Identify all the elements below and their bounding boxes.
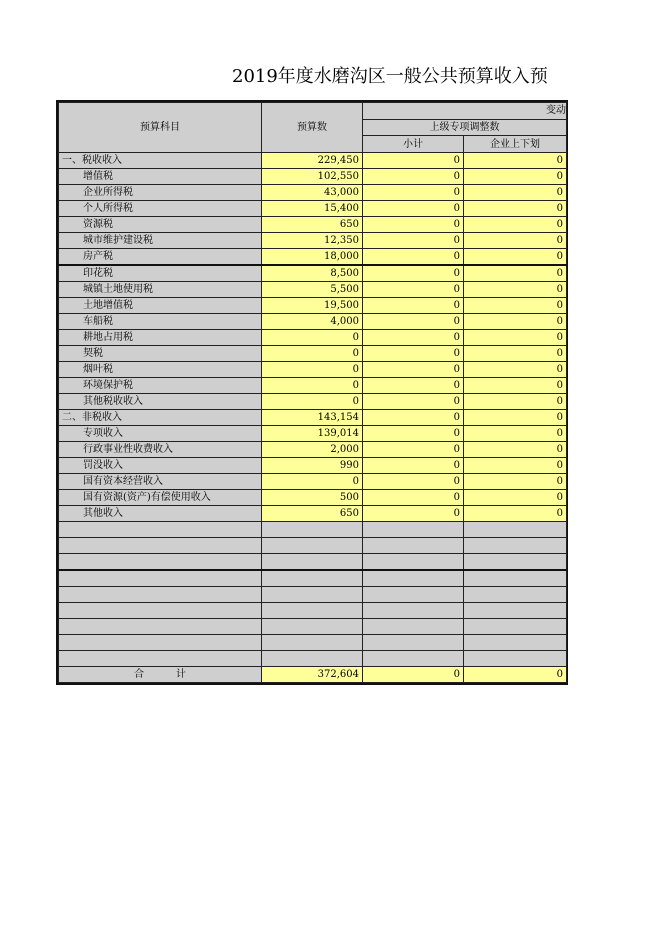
row-label: 一、税收收入 bbox=[59, 153, 262, 169]
blank-row bbox=[59, 554, 567, 571]
row-subtotal: 0 bbox=[363, 442, 464, 458]
table-row bbox=[59, 314, 567, 330]
table-row bbox=[59, 298, 567, 314]
row-budget: 19,500 bbox=[262, 298, 363, 314]
row-budget: 139,014 bbox=[262, 426, 363, 442]
blank-cell bbox=[262, 651, 363, 667]
row-budget: 650 bbox=[262, 217, 363, 233]
row-enterprise: 0 bbox=[464, 282, 567, 298]
row-enterprise: 0 bbox=[464, 474, 567, 490]
blank-row bbox=[59, 587, 567, 603]
row-subtotal: 0 bbox=[363, 233, 464, 249]
table-row bbox=[59, 169, 567, 185]
row-label: 房产税 bbox=[59, 249, 262, 266]
table-row bbox=[59, 282, 567, 298]
row-label: 烟叶税 bbox=[59, 362, 262, 378]
row-enterprise: 0 bbox=[464, 426, 567, 442]
row-enterprise: 0 bbox=[464, 185, 567, 201]
row-budget: 8,500 bbox=[262, 265, 363, 282]
row-label: 国有资本经营收入 bbox=[59, 474, 262, 490]
row-budget: 650 bbox=[262, 506, 363, 522]
row-subtotal: 0 bbox=[363, 458, 464, 474]
table-row bbox=[59, 506, 567, 522]
table-row bbox=[59, 346, 567, 362]
header-budget: 预算数 bbox=[262, 103, 363, 153]
blank-cell bbox=[363, 554, 464, 571]
row-label: 二、非税收入 bbox=[59, 410, 262, 426]
row-enterprise: 0 bbox=[464, 410, 567, 426]
blank-cell bbox=[464, 554, 567, 571]
row-budget: 15,400 bbox=[262, 201, 363, 217]
blank-cell bbox=[363, 570, 464, 587]
row-label: 土地增值税 bbox=[59, 298, 262, 314]
row-subtotal: 0 bbox=[363, 282, 464, 298]
table-row bbox=[59, 185, 567, 201]
row-enterprise: 0 bbox=[464, 346, 567, 362]
table-row bbox=[59, 153, 567, 169]
blank-row bbox=[59, 538, 567, 554]
row-subtotal: 0 bbox=[363, 474, 464, 490]
table-row bbox=[59, 378, 567, 394]
blank-cell bbox=[59, 587, 262, 603]
row-label: 契税 bbox=[59, 346, 262, 362]
row-label: 罚没收入 bbox=[59, 458, 262, 474]
blank-cell bbox=[464, 522, 567, 538]
budget-table bbox=[56, 100, 568, 685]
row-subtotal: 0 bbox=[363, 490, 464, 506]
blank-row bbox=[59, 619, 567, 635]
header-change: 变动 bbox=[363, 103, 567, 120]
row-label: 增值税 bbox=[59, 169, 262, 185]
table-row bbox=[59, 217, 567, 233]
row-budget: 0 bbox=[262, 394, 363, 410]
blank-cell bbox=[464, 538, 567, 554]
blank-cell bbox=[464, 603, 567, 619]
row-subtotal: 0 bbox=[363, 249, 464, 266]
table-row bbox=[59, 201, 567, 217]
blank-cell bbox=[464, 651, 567, 667]
row-subtotal: 0 bbox=[363, 330, 464, 346]
row-subtotal: 0 bbox=[363, 426, 464, 442]
table-row bbox=[59, 362, 567, 378]
row-enterprise: 0 bbox=[464, 298, 567, 314]
blank-row bbox=[59, 603, 567, 619]
row-subtotal: 0 bbox=[363, 378, 464, 394]
total-enterprise: 0 bbox=[464, 667, 567, 683]
row-enterprise: 0 bbox=[464, 153, 567, 169]
blank-cell bbox=[363, 587, 464, 603]
table-row bbox=[59, 330, 567, 346]
row-budget: 102,550 bbox=[262, 169, 363, 185]
row-label: 环境保护税 bbox=[59, 378, 262, 394]
table-row bbox=[59, 442, 567, 458]
row-label: 资源税 bbox=[59, 217, 262, 233]
blank-row bbox=[59, 522, 567, 538]
row-subtotal: 0 bbox=[363, 394, 464, 410]
row-subtotal: 0 bbox=[363, 153, 464, 169]
blank-cell bbox=[59, 603, 262, 619]
blank-cell bbox=[464, 587, 567, 603]
row-budget: 18,000 bbox=[262, 249, 363, 266]
blank-cell bbox=[363, 619, 464, 635]
row-subtotal: 0 bbox=[363, 506, 464, 522]
row-enterprise: 0 bbox=[464, 378, 567, 394]
total-budget: 372,604 bbox=[262, 667, 363, 683]
header-upper: 上级专项调整数 bbox=[363, 119, 567, 136]
blank-cell bbox=[59, 635, 262, 651]
row-enterprise: 0 bbox=[464, 362, 567, 378]
row-budget: 500 bbox=[262, 490, 363, 506]
table-body bbox=[59, 153, 567, 683]
blank-cell bbox=[262, 522, 363, 538]
blank-cell bbox=[262, 538, 363, 554]
row-budget: 229,450 bbox=[262, 153, 363, 169]
row-label: 其他税收收入 bbox=[59, 394, 262, 410]
blank-cell bbox=[59, 538, 262, 554]
row-budget: 0 bbox=[262, 346, 363, 362]
row-enterprise: 0 bbox=[464, 458, 567, 474]
row-subtotal: 0 bbox=[363, 217, 464, 233]
row-budget: 143,154 bbox=[262, 410, 363, 426]
table-row bbox=[59, 426, 567, 442]
row-label: 行政事业性收费收入 bbox=[59, 442, 262, 458]
blank-cell bbox=[59, 570, 262, 587]
row-label: 印花税 bbox=[59, 265, 262, 282]
row-budget: 0 bbox=[262, 378, 363, 394]
blank-cell bbox=[464, 635, 567, 651]
row-budget: 2,000 bbox=[262, 442, 363, 458]
blank-row bbox=[59, 570, 567, 587]
table-row bbox=[59, 265, 567, 282]
row-enterprise: 0 bbox=[464, 506, 567, 522]
blank-cell bbox=[59, 554, 262, 571]
row-budget: 0 bbox=[262, 362, 363, 378]
row-enterprise: 0 bbox=[464, 442, 567, 458]
row-budget: 4,000 bbox=[262, 314, 363, 330]
row-enterprise: 0 bbox=[464, 201, 567, 217]
blank-cell bbox=[464, 619, 567, 635]
blank-cell bbox=[59, 651, 262, 667]
header-subject: 预算科目 bbox=[59, 103, 262, 153]
blank-cell bbox=[262, 554, 363, 571]
table-row bbox=[59, 410, 567, 426]
row-label: 耕地占用税 bbox=[59, 330, 262, 346]
blank-cell bbox=[262, 570, 363, 587]
blank-cell bbox=[363, 635, 464, 651]
row-subtotal: 0 bbox=[363, 169, 464, 185]
row-budget: 43,000 bbox=[262, 185, 363, 201]
row-subtotal: 0 bbox=[363, 185, 464, 201]
row-subtotal: 0 bbox=[363, 346, 464, 362]
table-row bbox=[59, 394, 567, 410]
row-subtotal: 0 bbox=[363, 362, 464, 378]
row-enterprise: 0 bbox=[464, 314, 567, 330]
blank-cell bbox=[262, 619, 363, 635]
row-label: 个人所得税 bbox=[59, 201, 262, 217]
row-label: 城镇土地使用税 bbox=[59, 282, 262, 298]
row-subtotal: 0 bbox=[363, 265, 464, 282]
row-enterprise: 0 bbox=[464, 490, 567, 506]
row-enterprise: 0 bbox=[464, 265, 567, 282]
row-enterprise: 0 bbox=[464, 394, 567, 410]
row-enterprise: 0 bbox=[464, 330, 567, 346]
blank-cell bbox=[59, 522, 262, 538]
blank-cell bbox=[363, 651, 464, 667]
row-subtotal: 0 bbox=[363, 314, 464, 330]
table-row bbox=[59, 458, 567, 474]
row-budget: 990 bbox=[262, 458, 363, 474]
blank-cell bbox=[363, 603, 464, 619]
table-row bbox=[59, 490, 567, 506]
row-label: 车船税 bbox=[59, 314, 262, 330]
blank-row bbox=[59, 635, 567, 651]
blank-cell bbox=[464, 570, 567, 587]
blank-cell bbox=[59, 619, 262, 635]
row-label: 城市维护建设税 bbox=[59, 233, 262, 249]
blank-row bbox=[59, 651, 567, 667]
blank-cell bbox=[363, 538, 464, 554]
header-subtotal: 小计 bbox=[363, 136, 464, 153]
row-label: 其他收入 bbox=[59, 506, 262, 522]
table-row bbox=[59, 233, 567, 249]
table-row bbox=[59, 474, 567, 490]
row-subtotal: 0 bbox=[363, 298, 464, 314]
total-subtotal: 0 bbox=[363, 667, 464, 683]
row-label: 企业所得税 bbox=[59, 185, 262, 201]
row-budget: 12,350 bbox=[262, 233, 363, 249]
row-budget: 0 bbox=[262, 330, 363, 346]
blank-cell bbox=[262, 635, 363, 651]
row-budget: 5,500 bbox=[262, 282, 363, 298]
report-title: 2019年度水磨沟区一般公共预算收入预 bbox=[232, 66, 548, 87]
row-label: 国有资源(资产)有偿使用收入 bbox=[59, 490, 262, 506]
row-enterprise: 0 bbox=[464, 249, 567, 266]
blank-cell bbox=[262, 587, 363, 603]
row-enterprise: 0 bbox=[464, 233, 567, 249]
row-enterprise: 0 bbox=[464, 217, 567, 233]
row-enterprise: 0 bbox=[464, 169, 567, 185]
row-subtotal: 0 bbox=[363, 410, 464, 426]
table-row bbox=[59, 249, 567, 266]
blank-cell bbox=[363, 522, 464, 538]
row-subtotal: 0 bbox=[363, 201, 464, 217]
header-enterprise: 企业上下划 bbox=[464, 136, 567, 153]
total-label: 合 计 bbox=[59, 667, 262, 683]
row-label: 专项收入 bbox=[59, 426, 262, 442]
total-row bbox=[59, 667, 567, 683]
blank-cell bbox=[262, 603, 363, 619]
row-budget: 0 bbox=[262, 474, 363, 490]
